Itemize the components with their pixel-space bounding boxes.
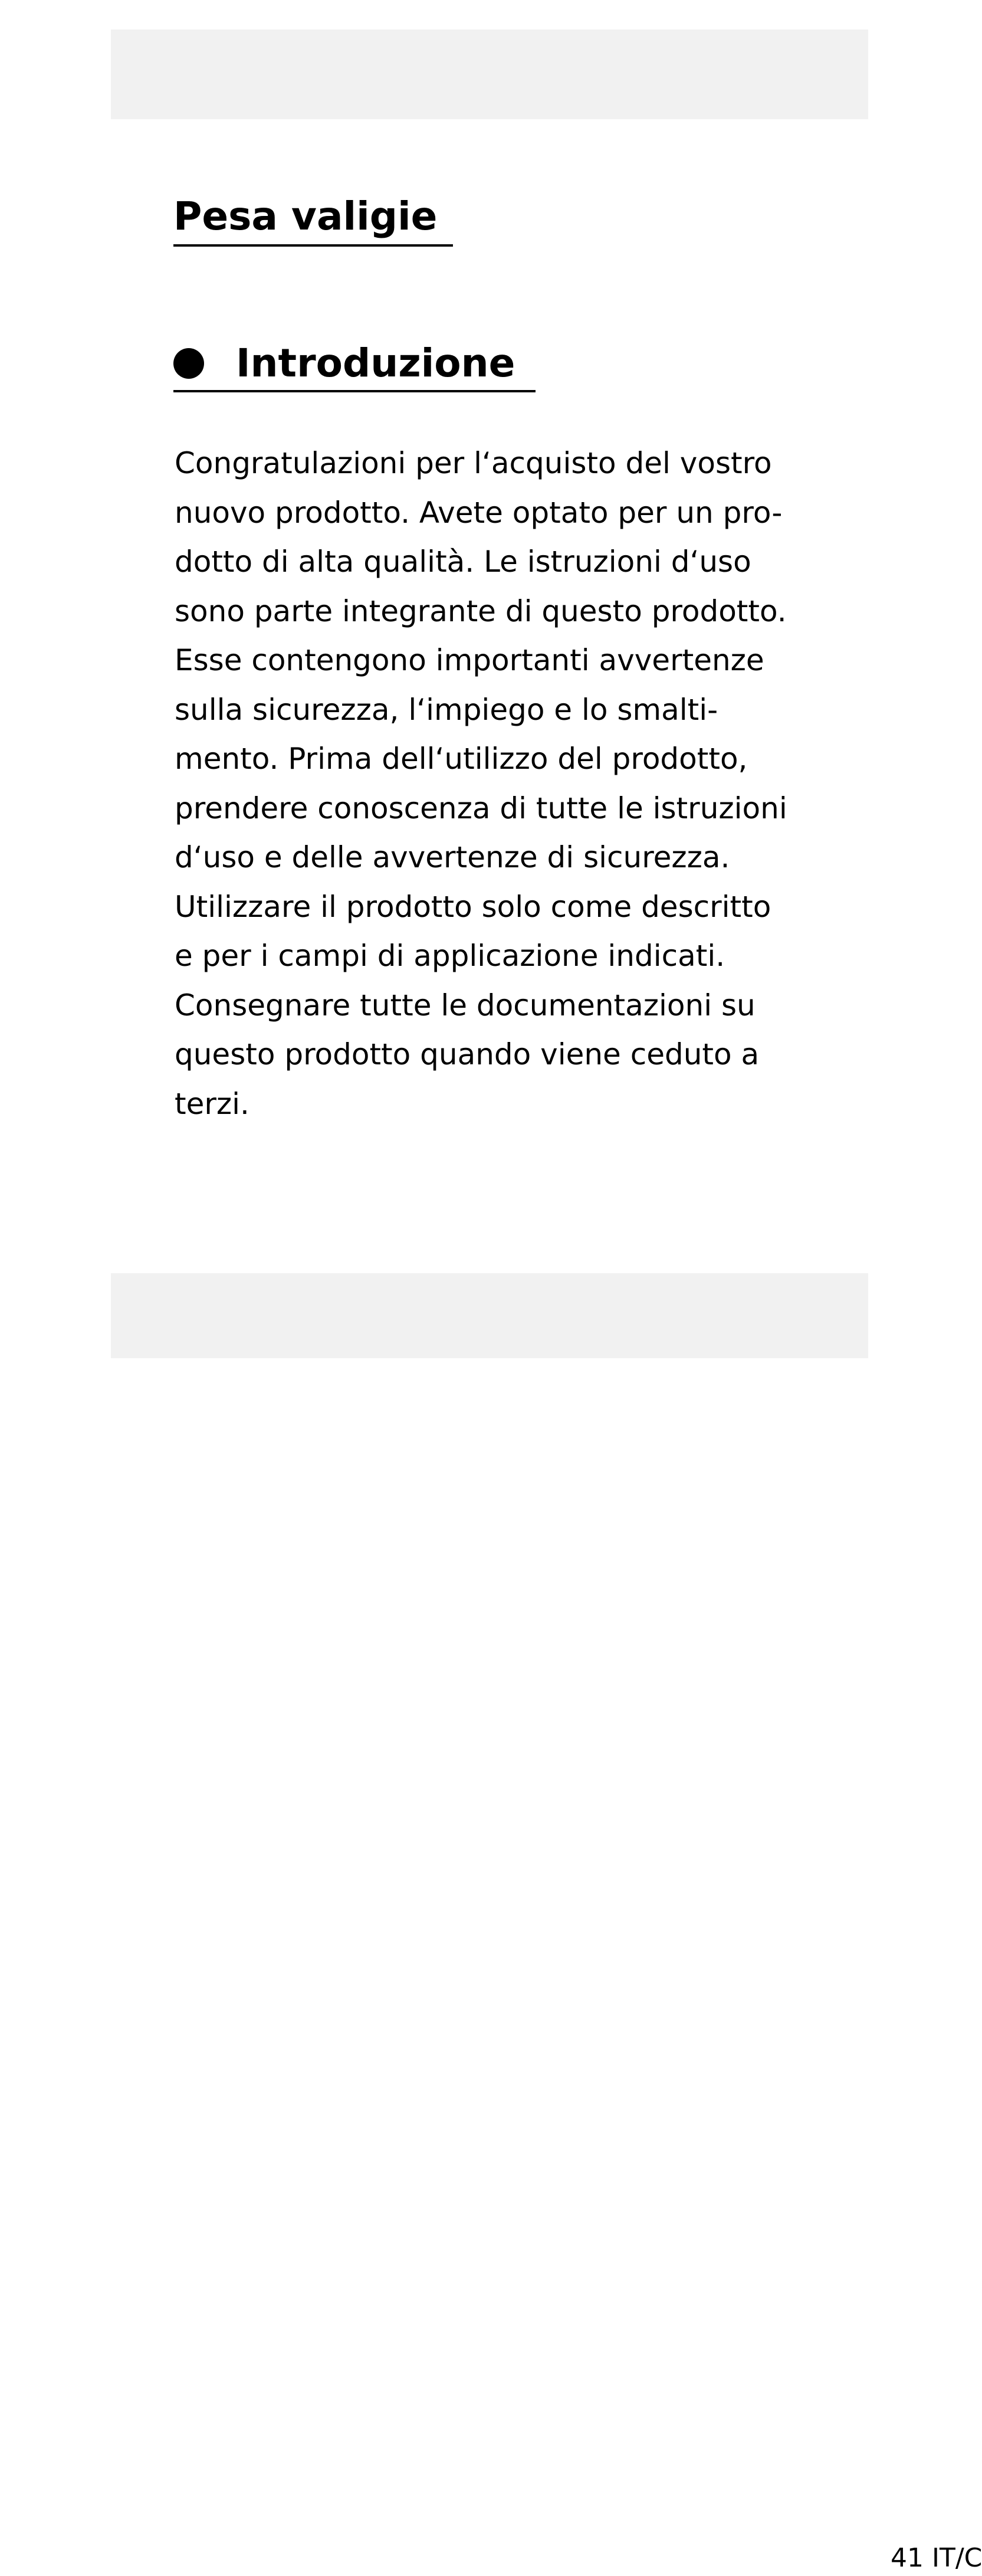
document-title: Pesa valigie xyxy=(173,194,438,239)
section-underline xyxy=(173,390,536,392)
paragraph-line: mento. Prima dell‘utilizzo del prodotto, xyxy=(175,742,748,776)
paragraph-line: sulla sicurezza, l‘impiego e lo smalti- xyxy=(175,692,718,727)
paragraph-line: Esse contengono importanti avvertenze xyxy=(175,643,764,677)
filled-circle-icon xyxy=(173,348,204,379)
paragraph-line: prendere conoscenza di tutte le istruzioni xyxy=(175,791,787,825)
paragraph-line: sono parte integrante di questo prodotto. xyxy=(175,594,787,628)
paragraph-line: Utilizzare il prodotto solo come descritto xyxy=(175,889,771,924)
paragraph-line: Congratulazioni per l‘acquisto del vostro xyxy=(175,446,772,480)
paragraph-line: terzi. xyxy=(175,1086,249,1121)
title-underline xyxy=(173,244,453,247)
paragraph-line: Consegnare tutte le documentazioni su xyxy=(175,988,756,1022)
page-number: 41 IT/C xyxy=(891,2543,982,2573)
paragraph-line: dotto di alta qualità. Le istruzioni d‘uso xyxy=(175,545,751,579)
header-band xyxy=(111,30,868,119)
paragraph-line: questo prodotto quando viene ceduto a xyxy=(175,1037,760,1071)
paragraph-line: nuovo prodotto. Avete optato per un pro- xyxy=(175,495,783,530)
paragraph-line: d‘uso e delle avvertenze di sicurezza. xyxy=(175,840,730,874)
intro-paragraph xyxy=(175,439,787,1129)
footer-band xyxy=(111,1273,982,2573)
section-heading-label: Introduzione xyxy=(236,340,515,386)
paragraph-line: e per i campi di applicazione indicati. xyxy=(175,939,725,973)
section-heading xyxy=(173,337,515,390)
